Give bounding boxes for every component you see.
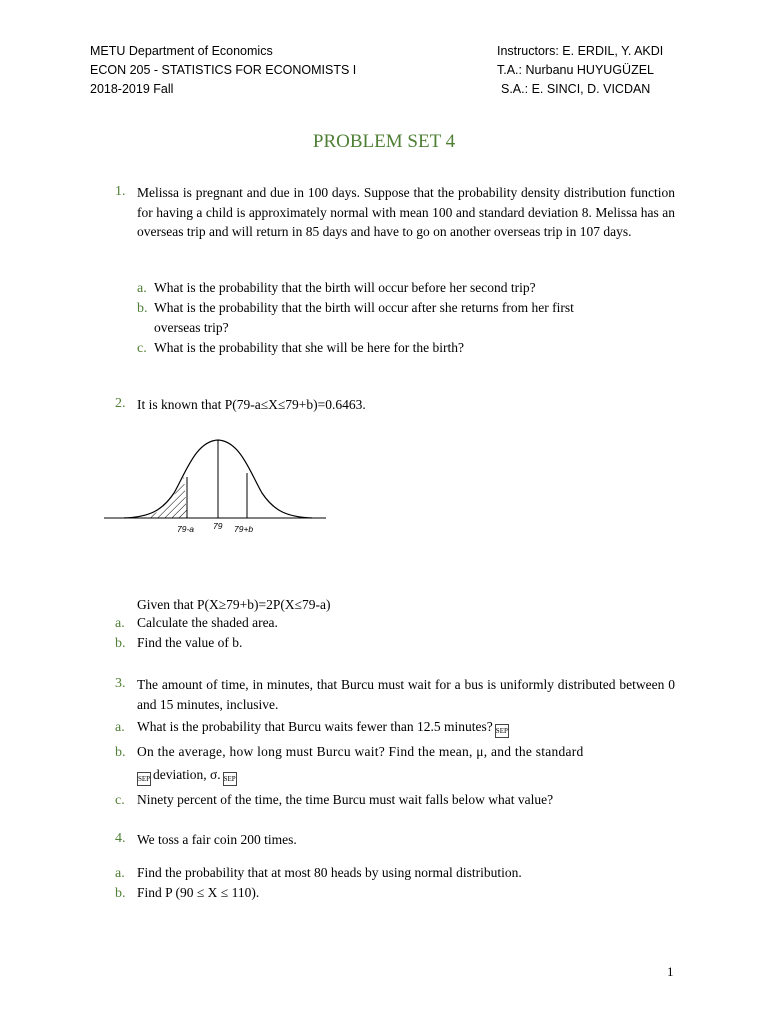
header-left	[90, 42, 356, 99]
q4-part-a	[115, 865, 522, 882]
q2-part-b	[115, 635, 242, 652]
normal-curve-figure	[104, 437, 334, 537]
label-79: 79	[213, 521, 223, 531]
page-title: PROBLEM SET 4	[312, 131, 456, 152]
q4-number: 4.	[115, 831, 126, 846]
label-79-b: 79+b	[234, 524, 254, 534]
q1-text: Melissa is pregnant and due in 100 days. Suppose that the probability density distribution function for having a child is approximately normal with mean 100 and standard deviation 8. Melissa has an overseas trip and will return in 85 days and have to go on another overseas trip in 107 days.	[137, 185, 675, 239]
header-right	[497, 42, 663, 99]
q4-b-text: Find P (90 ≤ X ≤ 110).	[137, 885, 260, 900]
q3-text: The amount of time, in minutes, that Burcu must wait for a bus is uniformly distributed between 0 and 15 minutes, inclusive.	[137, 677, 675, 712]
q2-number: 2.	[115, 396, 126, 411]
q3-c-text: Ninety percent of the time, the time Burcu must wait falls below what value?	[137, 792, 554, 807]
q4-a-text: Find the probability that at most 80 heads by using normal distribution.	[137, 865, 522, 880]
shaded-tail-area	[142, 477, 187, 518]
q1-b-label: b.	[137, 301, 148, 316]
sep-glyph-icon: SEP	[223, 772, 237, 786]
sep-glyph-icon: SEP	[495, 724, 509, 738]
q3-a-label: a.	[115, 720, 125, 735]
page-number: 1	[667, 964, 674, 979]
q3-b-cont	[137, 767, 239, 786]
q3-number: 3.	[115, 676, 126, 691]
header-instructors: Instructors: E. ERDIL, Y. AKDI	[497, 44, 664, 58]
header-ta: T.A.: Nurbanu HUYUGÜZEL	[497, 63, 654, 77]
q1-number: 1.	[115, 184, 126, 199]
q1-c-label: c.	[137, 341, 147, 356]
q1-c-text: What is the probability that she will be here for the birth?	[154, 340, 465, 355]
label-79-a: 79-a	[177, 524, 195, 534]
q1-b-text: What is the probability that the birth will occur after she returns from her first	[154, 300, 574, 315]
q2-a-label: a.	[115, 616, 125, 631]
q3-part-b	[115, 744, 675, 761]
header-course: ECON 205 - STATISTICS FOR ECONOMISTS I	[90, 63, 357, 77]
q2-b-label: b.	[115, 636, 126, 651]
header-sa: S.A.: E. SINCI, D. VICDAN	[501, 82, 651, 96]
q3-b-text-cont: deviation, σ.	[153, 767, 221, 782]
q2-b-text: Find the value of b.	[137, 635, 243, 650]
q3-part-a	[115, 719, 511, 738]
header-department: METU Department of Economics	[90, 44, 273, 58]
q3-b-label: b.	[115, 745, 126, 760]
q1-a-text: What is the probability that the birth will occur before her second trip?	[154, 280, 536, 295]
q3-a-text: What is the probability that Burcu waits fewer than 12.5 minutes?	[137, 719, 493, 734]
q4-text: We toss a fair coin 200 times.	[137, 832, 297, 847]
q2-part-a	[115, 615, 278, 632]
header-term: 2018-2019 Fall	[90, 82, 174, 96]
q1-part-c	[137, 340, 464, 357]
q1-part-a	[137, 280, 536, 297]
q2-a-text: Calculate the shaded area.	[137, 615, 278, 630]
q1-a-label: a.	[137, 281, 147, 296]
q2-text: It is known that P(79-a≤X≤79+b)=0.6463.	[137, 397, 366, 412]
sep-glyph-icon: SEP	[137, 772, 151, 786]
q2-given: Given that P(X≥79+b)=2P(X≤79-a)	[137, 597, 331, 612]
q4-part-b	[115, 885, 259, 902]
q3-b-text: On the average, how long must Burcu wait? Find the mean, μ, and the standard	[137, 744, 584, 759]
q4-a-label: a.	[115, 866, 125, 881]
q1-b-text-cont: overseas trip?	[154, 320, 229, 335]
q1-part-b	[137, 300, 574, 317]
q3-part-c	[115, 792, 553, 809]
q4-b-label: b.	[115, 886, 126, 901]
q3-c-label: c.	[115, 793, 125, 808]
